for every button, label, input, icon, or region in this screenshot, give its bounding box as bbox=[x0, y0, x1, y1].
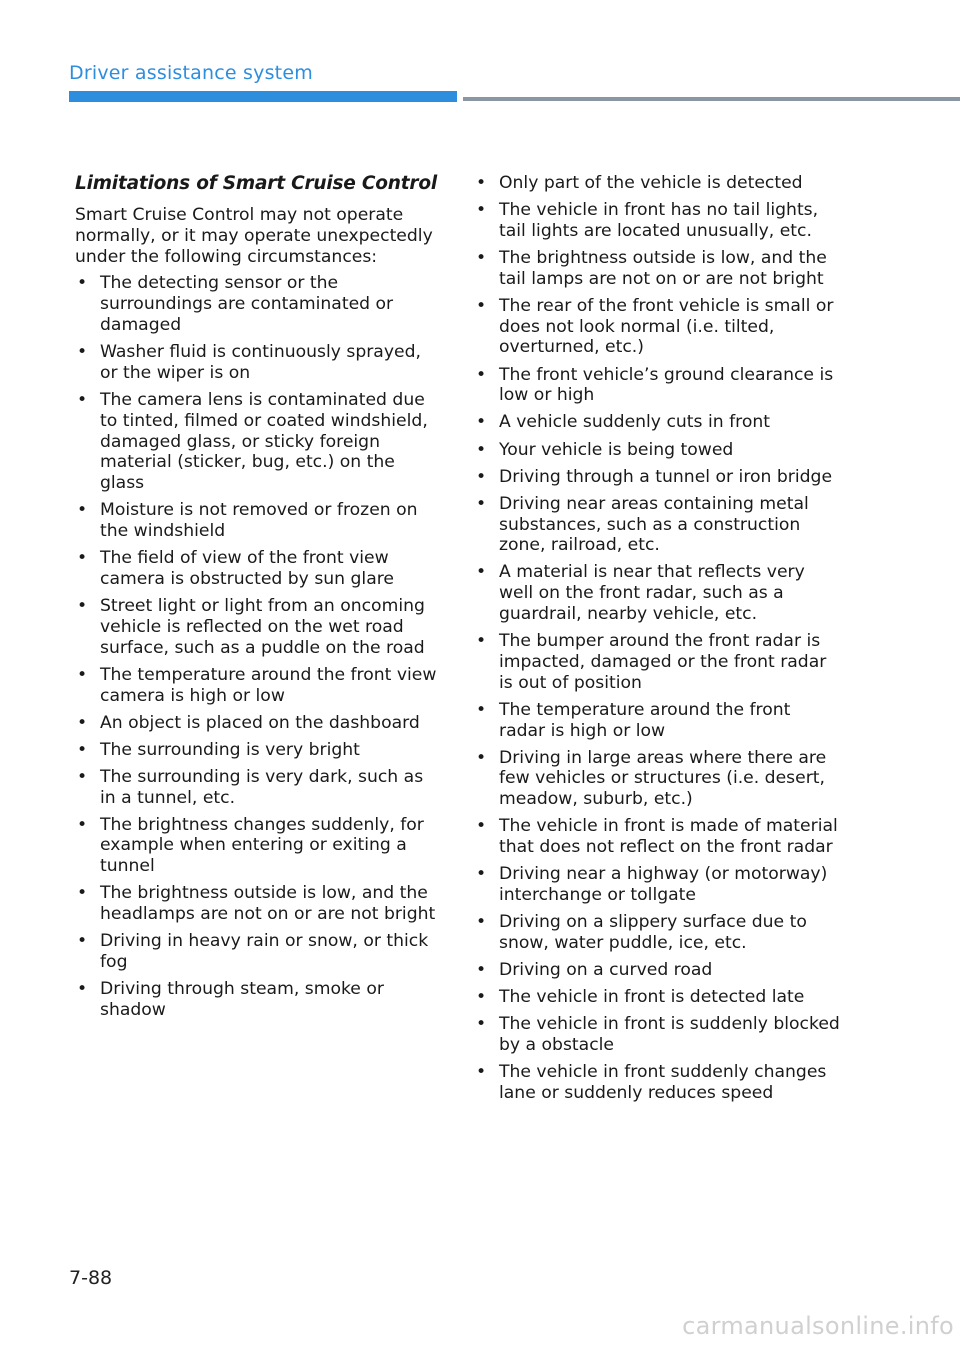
bullet-icon: • bbox=[77, 766, 88, 787]
bullet-icon: • bbox=[77, 664, 88, 685]
list-item bbox=[75, 740, 440, 761]
bullet-icon: • bbox=[476, 960, 487, 981]
list-item bbox=[474, 365, 840, 407]
list-item-text: The vehicle in front suddenly changes lane or suddenly reduces speed bbox=[499, 1062, 827, 1103]
list-item-text: The bumper around the front radar is impacted, damaged or the front radar is out of position bbox=[499, 631, 827, 693]
list-item-text: The vehicle in front has no tail lights, tail lights are located unusually, etc. bbox=[499, 200, 819, 241]
list-item bbox=[75, 883, 440, 925]
list-item-text: Driving in large areas where there are few vehicles or structures (i.e. desert, meadow, suburb, etc.) bbox=[499, 747, 827, 810]
list-item-text: The surrounding is very bright bbox=[100, 739, 360, 760]
bullet-icon: • bbox=[476, 247, 487, 268]
list-item bbox=[474, 296, 840, 358]
section-heading: Limitations of Smart Cruise Control bbox=[75, 173, 437, 194]
bullet-icon: • bbox=[476, 364, 487, 385]
list-item bbox=[75, 815, 440, 877]
list-item-text: Driving in heavy rain or snow, or thick fog bbox=[100, 931, 429, 973]
list-item-text: The vehicle in front is suddenly blocked by a obstacle bbox=[499, 1014, 840, 1056]
list-item bbox=[474, 987, 840, 1008]
watermark: carmanualsonline.info bbox=[682, 1312, 954, 1340]
list-item-text: The front vehicle’s ground clearance is low or high bbox=[499, 364, 834, 406]
bullet-icon: • bbox=[476, 912, 487, 933]
bullet-icon: • bbox=[476, 699, 487, 720]
list-item-text: The brightness outside is low, and the headlamps are not on or are not bright bbox=[100, 883, 436, 925]
list-item-text: A material is near that reflects very well on the front radar, such as a guardrail, nearby vehicle, etc. bbox=[499, 562, 805, 625]
bullet-icon: • bbox=[77, 712, 88, 733]
list-item-text: Driving near a highway (or motorway) interchange or tollgate bbox=[499, 864, 828, 906]
list-item bbox=[75, 342, 440, 384]
list-item bbox=[474, 748, 840, 810]
list-item-text: Driving on a curved road bbox=[499, 960, 713, 981]
list-item bbox=[474, 700, 840, 742]
bullet-icon: • bbox=[77, 389, 88, 410]
list-item-text: Driving through steam, smoke or shadow bbox=[100, 979, 384, 1020]
bullet-icon: • bbox=[77, 342, 88, 363]
list-item bbox=[474, 467, 840, 488]
bullet-icon: • bbox=[476, 173, 487, 193]
bullet-icon: • bbox=[77, 596, 88, 617]
list-item-text: The camera lens is contaminated due to tinted, filmed or coated windshield, damaged glass, or sticky foreign material (sticker, bug, etc.) on the glass bbox=[100, 389, 428, 494]
list-item bbox=[75, 665, 440, 707]
bullet-icon: • bbox=[476, 493, 487, 514]
bullet-icon: • bbox=[476, 412, 487, 433]
header-accent-rule bbox=[69, 91, 457, 102]
list-item bbox=[474, 248, 840, 290]
right-bullet-list bbox=[474, 173, 840, 1104]
list-item bbox=[75, 931, 440, 973]
list-item bbox=[75, 979, 440, 1021]
bullet-icon: • bbox=[476, 747, 487, 768]
list-item bbox=[474, 912, 840, 954]
list-item bbox=[474, 960, 840, 981]
list-item bbox=[75, 596, 440, 658]
list-item-text: Moisture is not removed or frozen on the windshield bbox=[100, 500, 418, 542]
list-item-text: The temperature around the front radar is high or low bbox=[499, 699, 791, 741]
list-item-text: Only part of the vehicle is detected bbox=[499, 173, 803, 193]
list-item-text: The surrounding is very dark, such as in a tunnel, etc. bbox=[100, 766, 424, 808]
bullet-icon: • bbox=[77, 931, 88, 952]
list-item-text: The brightness changes suddenly, for example when entering or exiting a tunnel bbox=[100, 814, 424, 877]
list-item-text: The temperature around the front view camera is high or low bbox=[100, 664, 437, 706]
list-item bbox=[75, 273, 440, 335]
intro-paragraph: Smart Cruise Control may not operate normally, or it may operate unexpectedly under the following circumstances: bbox=[75, 205, 433, 267]
list-item-text: The field of view of the front view camera is obstructed by sun glare bbox=[100, 548, 394, 589]
bullet-icon: • bbox=[476, 864, 487, 885]
list-item-text: A vehicle suddenly cuts in front bbox=[499, 412, 770, 433]
list-item bbox=[75, 548, 440, 590]
right-column bbox=[474, 173, 840, 1110]
bullet-icon: • bbox=[476, 295, 487, 316]
page-number: 7-88 bbox=[69, 1267, 113, 1289]
bullet-icon: • bbox=[476, 1062, 487, 1083]
list-item bbox=[474, 816, 840, 858]
list-item bbox=[474, 494, 840, 556]
list-item bbox=[474, 200, 840, 242]
list-item bbox=[75, 767, 440, 809]
list-item bbox=[474, 562, 840, 624]
list-item-text: The vehicle in front is detected late bbox=[499, 987, 805, 1008]
bullet-icon: • bbox=[476, 466, 487, 487]
list-item-text: The detecting sensor or the surroundings are contaminated or damaged bbox=[100, 273, 394, 335]
left-column bbox=[75, 172, 440, 1027]
list-item-text: The rear of the front vehicle is small or does not look normal (i.e. tilted, overturned, etc.) bbox=[499, 295, 834, 358]
list-item-text: The brightness outside is low, and the tail lamps are not on or are not bright bbox=[499, 247, 827, 289]
bullet-icon: • bbox=[476, 631, 487, 652]
list-item-text: Washer fluid is continuously sprayed, or the wiper is on bbox=[100, 342, 421, 383]
bullet-icon: • bbox=[476, 987, 487, 1008]
left-bullet-list bbox=[75, 273, 440, 1020]
list-item-text: Driving on a slippery surface due to snow, water puddle, ice, etc. bbox=[499, 912, 807, 953]
bullet-icon: • bbox=[476, 200, 487, 221]
list-item-text: Driving through a tunnel or iron bridge bbox=[499, 466, 833, 487]
bullet-icon: • bbox=[77, 739, 88, 760]
bullet-icon: • bbox=[77, 814, 88, 835]
list-item-text: An object is placed on the dashboard bbox=[100, 712, 420, 733]
list-item bbox=[474, 631, 840, 693]
bullet-icon: • bbox=[476, 816, 487, 837]
bullet-icon: • bbox=[77, 548, 88, 569]
list-item bbox=[474, 864, 840, 906]
header-gray-rule bbox=[463, 97, 960, 101]
list-item-text: Driving near areas containing metal substances, such as a construction zone, railroad, etc. bbox=[499, 493, 809, 556]
list-item bbox=[474, 1014, 840, 1056]
bullet-icon: • bbox=[476, 439, 487, 460]
bullet-icon: • bbox=[77, 273, 88, 294]
list-item bbox=[474, 173, 840, 194]
list-item-text: Your vehicle is being towed bbox=[499, 439, 734, 460]
list-item bbox=[75, 390, 440, 494]
bullet-icon: • bbox=[476, 562, 487, 583]
list-item-text: The vehicle in front is made of material that does not reflect on the front radar bbox=[499, 816, 838, 858]
list-item bbox=[474, 440, 840, 461]
list-item-text: Street light or light from an oncoming vehicle is reflected on the wet road surface, such as a puddle on the road bbox=[100, 596, 425, 658]
list-item bbox=[474, 412, 840, 433]
list-item bbox=[75, 500, 440, 542]
bullet-icon: • bbox=[77, 883, 88, 904]
section-header-title: Driver assistance system bbox=[69, 62, 313, 84]
list-item bbox=[75, 713, 440, 734]
bullet-icon: • bbox=[77, 979, 88, 1000]
list-item bbox=[474, 1062, 840, 1104]
bullet-icon: • bbox=[77, 500, 88, 521]
bullet-icon: • bbox=[476, 1014, 487, 1035]
